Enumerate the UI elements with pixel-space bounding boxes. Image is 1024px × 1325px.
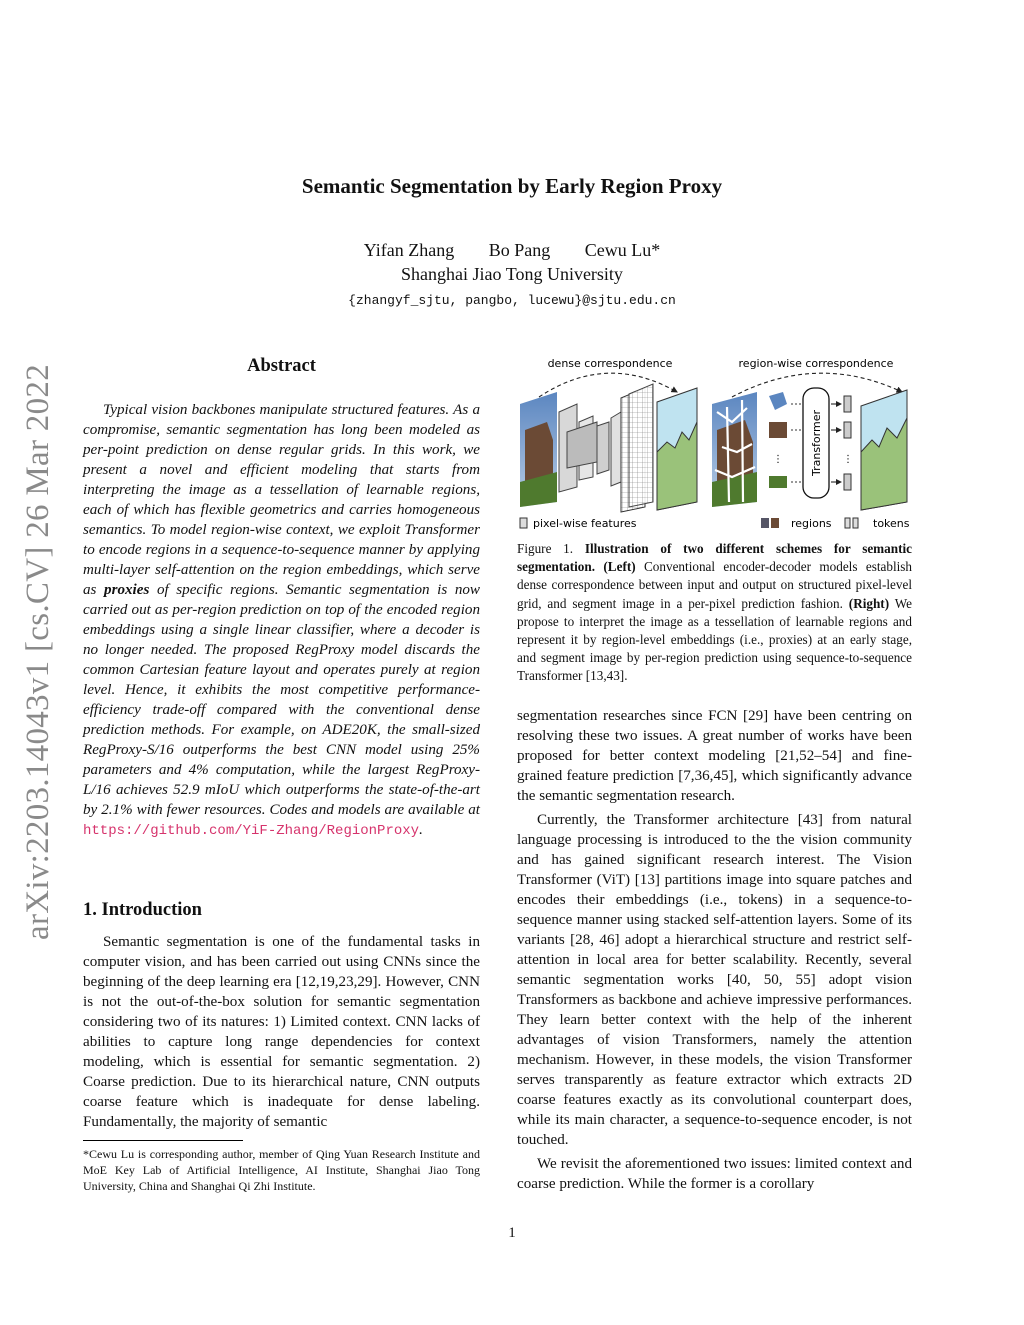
caption-right-tag: (Right): [848, 595, 890, 611]
author-name: Cewu Lu*: [584, 240, 661, 260]
segmentation-output-right: [861, 390, 907, 510]
caption-label: Figure 1.: [517, 541, 574, 556]
author-list: [0, 240, 1024, 261]
pixel-features-legend-icon: [520, 518, 527, 528]
body-paragraph: We revisit the aforementioned two issues: limited context and coarse prediction. While the former is a corollary: [517, 1156, 912, 1192]
abstract-text: .: [419, 822, 423, 838]
introduction-body: [83, 932, 480, 1132]
tessellated-input-image: [712, 392, 757, 507]
dense-correspondence-arrow: [539, 373, 677, 397]
caption-left-text: Conventional encoder-decoder models establish dense correspondence between input and output on structured pixel-level grid, and segment image in a per-pixel prediction fashion.: [517, 559, 912, 611]
region-crop-sky: [769, 392, 787, 410]
paper-title: Semantic Segmentation by Early Region Proxy: [301, 174, 723, 198]
caption-right-text: We propose to interpret the image as a tessellation of learnable regions and represent it by region-level embeddings (i.e., proxies) at an early stage, and segment image by per-region prediction using sequence-to-sequence Transformer [13,43].: [517, 595, 912, 684]
body-paragraph: Currently, the Transformer architecture [43] from natural language processing is introduced to the the vision community and has gained significant research interest. The Vision Transformer (ViT) [13] partitions image into square patches and encodes their embeddings (i.e., tokens) in a sequence-to-sequence manner using stacked self-attention layers. Some of its variants [28, 46] adopt a hierarchical structure and restrict self-attention in local area for better scalability. Recently, several semantic segmentation works [40, 50, 55] adopt vision Transformers as backbone and achieve impressive performances. They learn better context with the help of the inherent advantages of vision Transformers, namely the attention mechanism. However, in these models, the vision Transformer serves transparently as feature extractor which extracts 2D coarse features exactly as its convolutional counterpart does, while its main character, a sequence-to-sequence encoder, is not touched.: [517, 812, 912, 1148]
section-heading-introduction: 1. Introduction: [83, 900, 202, 920]
legend-pixel-features: pixel-wise features: [533, 517, 637, 530]
abstract-text: of specific regions. Semantic segmentation is now carried out as per-region prediction on top of the encoded region embeddings using a single linear classifier, where a decoder is no longer needed. The proposed RegProxy model discards the common Cartesian feature layout and operates purely at region level. Hence, it exhibits the most competitive performance-efficiency trade-off compared with the conventional dense prediction methods. For example, on ADE20K, the small-sized RegProxy-S/16 outperforms the best CNN model using 25% parameters and 4% computation, while the largest RegProxy-L/16 achieves 52.9 mIoU which outperforms the state-of-the-art by 2.1% with fewer resources. Codes and models are available at: [83, 582, 480, 818]
abstract-body: [83, 400, 480, 841]
introduction-paragraph: Semantic segmentation is one of the fundamental tasks in computer vision, and has been carried out using CNNs since the beginning of the deep learning era [12,19,23,29]. However, CNN is not the out-of-the-box solution for semantic segmentation considering two of its natures: 1) Limited context. CNN lacks of abilities to capture long range dependencies for context modeling, which is essential for semantic segmentation. 2) Coarse prediction. Due to its hierarchical nature, CNN outputs coarse feature which is inadequate for dense labeling. Fundamentally, the majority of semantic: [83, 934, 480, 1130]
tokens-legend-icon: [845, 518, 850, 528]
body-paragraph: segmentation researches since FCN [29] have been centring on resolving these two issues. A great number of works have been proposed for better context modeling [21,52–54] and fine-grained feature prediction [7,36,45], which significantly advance the semantic segmentation research.: [517, 708, 912, 804]
encoder-decoder-blocks: [559, 404, 621, 492]
region-crop-building: [769, 422, 787, 438]
region-correspondence-label: region-wise correspondence: [738, 357, 894, 370]
caption-left-tag: (Left): [603, 559, 636, 575]
footnote: *Cewu Lu is corresponding author, member of Qing Yuan Research Institute and MoE Key Lab of Artificial Intelligence, AI Institute, Shanghai Jiao Tong University, China and Shanghai Qi Zhi Institute.: [83, 1147, 480, 1193]
figure-1: [517, 352, 913, 532]
abstract-heading: Abstract: [247, 356, 316, 376]
region-crop-grass: [769, 476, 787, 488]
caption-bold: Illustration of two different schemes for semantic segmentation.: [517, 541, 913, 575]
code-link[interactable]: https://github.com/YiF-Zhang/RegionProxy: [83, 823, 420, 839]
affiliation: Shanghai Jiao Tong University: [401, 264, 623, 284]
output-tokens: [843, 396, 853, 490]
regions-legend-icon: [761, 518, 769, 528]
arxiv-identifier: arXiv:2203.14043v1 [cs.CV] 26 Mar 2022: [20, 364, 56, 940]
page-number: 1: [508, 1225, 516, 1241]
abstract-text: Typical vision backbones manipulate structured features. As a compromise, semantic segmentation has long been modeled as per-point prediction on dense regular grids. In this work, we present a novel and efficient modeling that starts from interpreting the image as a tessellation of learnable regions, each of which has flexible geometrics and carries homogeneous semantics. To model region-wise context, we exploit Transformer to encode regions in a sequence-to-sequence manner by applying multi-layer self-attention on the region embeddings, which serve as: [83, 402, 480, 598]
svg-text:⋮: ⋮: [773, 454, 783, 465]
legend-tokens: tokens: [873, 517, 910, 530]
segmentation-output-left: [657, 388, 697, 510]
svg-text:⋮: ⋮: [843, 454, 853, 465]
legend-regions: regions: [791, 517, 832, 530]
right-column-body: [517, 706, 912, 1194]
author-emails: {zhangyf_sjtu, pangbo, lucewu}@sjtu.edu.cn: [348, 293, 676, 308]
input-image-left: [520, 392, 557, 507]
author-name: Yifan Zhang: [363, 240, 455, 260]
abstract-bold-word: proxies: [104, 582, 150, 598]
author-name: Bo Pang: [488, 240, 551, 260]
figure-1-caption: [517, 540, 912, 686]
dense-correspondence-label: dense correspondence: [547, 357, 673, 370]
transformer-label: Transformer: [810, 409, 823, 477]
footnote-rule: [83, 1140, 243, 1141]
figure-1-diagram: [517, 352, 913, 532]
